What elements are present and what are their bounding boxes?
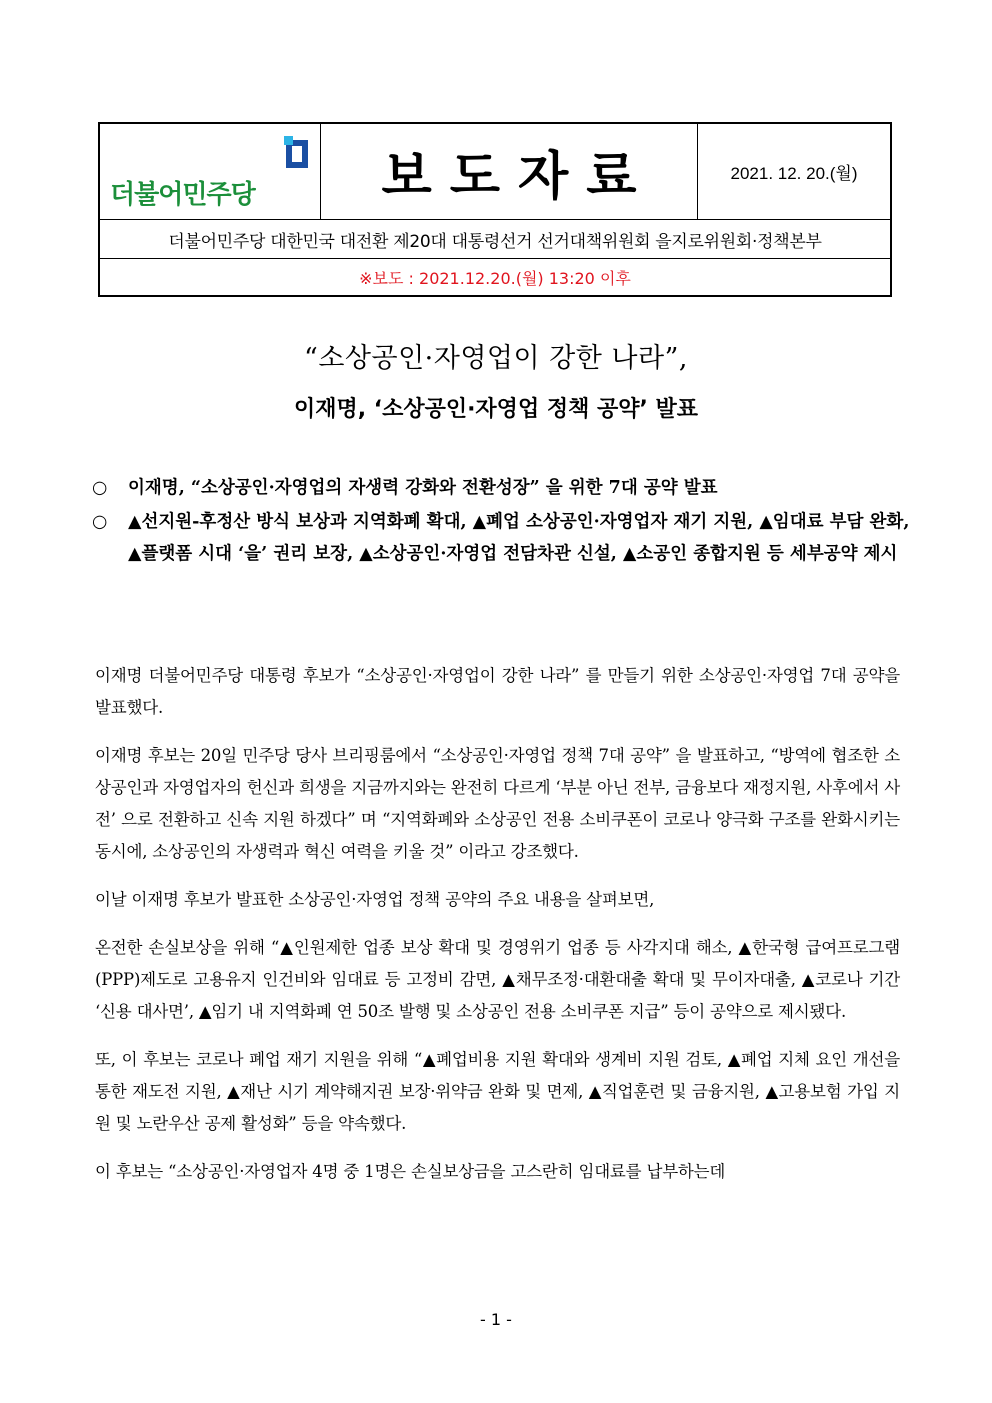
headline-main: 이재명, ‘소상공인·자영업 정책 공약’ 발표 (293, 397, 699, 422)
summary-item (92, 472, 912, 504)
body-paragraph: 이재명 후보는 20일 민주당 당사 브리핑룸에서 “소상공인·자영업 정책 7대 공약” 을 발표하고, “방역에 협조한 소상공인과 자영업자의 헌신과 희생을 지금까지와는 완전히 다르게 ‘부분 아닌 전부, 금융보다 재정지원, 사후에서 사전’ 으로 전환하고 신속 지원 하겠다” 며 “지역화폐와 소상공인 전용 소비쿠폰이 코로나 양극화 구조를 완화시키는 동시에, 소상공인의 자생력과 혁신 여력을 키울 것” 이라고 강조했다. (95, 746, 900, 861)
release-title: 보도자료 (381, 147, 655, 207)
circle-bullet-icon: ○ (92, 478, 108, 498)
header-table (98, 122, 892, 297)
article-body (95, 660, 900, 1204)
body-paragraph: 또, 이 후보는 코로나 폐업 재기 지원을 위해 “▲폐업비용 지원 확대와 생계비 지원 검토, ▲폐업 지체 요인 개선을 통한 재도전 지원, ▲재난 시기 계약해지권 보장·위약금 완화 및 면제, ▲직업훈련 및 금융지원, ▲고용보험 가입 지원 및 노란우산 공제 활성화” 등을 약속했다. (95, 1050, 900, 1133)
summary-list (92, 472, 912, 572)
release-date: 2021. 12. 20.(월) (730, 164, 858, 183)
summary-item (92, 506, 912, 570)
circle-bullet-icon: ○ (92, 512, 108, 532)
party-logo (110, 136, 310, 211)
body-paragraph: 이재명 더불어민주당 대통령 후보가 “소상공인·자영업이 강한 나라” 를 만들기 위한 소상공인·자영업 7대 공약을 발표했다. (95, 666, 900, 717)
party-logo-text: 더불어민주당 (110, 180, 255, 210)
body-paragraph: 이날 이재명 후보가 발표한 소상공인·자영업 정책 공약의 주요 내용을 살펴보면, (95, 890, 655, 909)
embargo-line: ※보도 : 2021.12.20.(월) 13:20 이후 (359, 268, 631, 288)
headline-quote: “소상공인·자영업이 강한 나라”, (304, 343, 688, 374)
summary-text: ▲선지원-후정산 방식 보상과 지역화폐 확대, ▲폐업 소상공인·자영업자 재기 지원, ▲임대료 부담 완화, ▲플랫폼 시대 ‘을’ 권리 보장, ▲소상공인·자영업 전담차관 신설, ▲소공인 종합지원 등 세부공약 제시 (128, 512, 910, 564)
header-top-row (100, 124, 890, 220)
body-paragraph: 온전한 손실보상을 위해 “▲인원제한 업종 보상 확대 및 경영위기 업종 등 사각지대 해소, ▲한국형 급여프로그램(PPP)제도로 고용유지 인건비와 임대료 등 고정비 감면, ▲채무조정·대환대출 확대 및 무이자대출, ▲코로나 기간 ‘신용 대사면’, ▲임기 내 지역화폐 연 50조 발행 및 소상공인 전용 소비쿠폰 지급” 등이 공약으로 제시됐다. (95, 938, 900, 1021)
release-title-cell (321, 124, 698, 219)
organization-line: 더불어민주당 대한민국 대전환 제20대 대통령선거 선거대책위원회 을지로위원회·정책본부 (100, 220, 890, 259)
logo-cell (100, 124, 321, 219)
body-paragraph: 이 후보는 “소상공인·자영업자 4명 중 1명은 손실보상금을 고스란히 임대료를 납부하는데 (95, 1162, 726, 1181)
party-emblem-icon (284, 136, 310, 170)
summary-text: 이재명, “소상공인·자영업의 자생력 강화와 전환성장” 을 위한 7대 공약 발표 (128, 478, 718, 498)
page-number: - 1 - (480, 1310, 512, 1329)
